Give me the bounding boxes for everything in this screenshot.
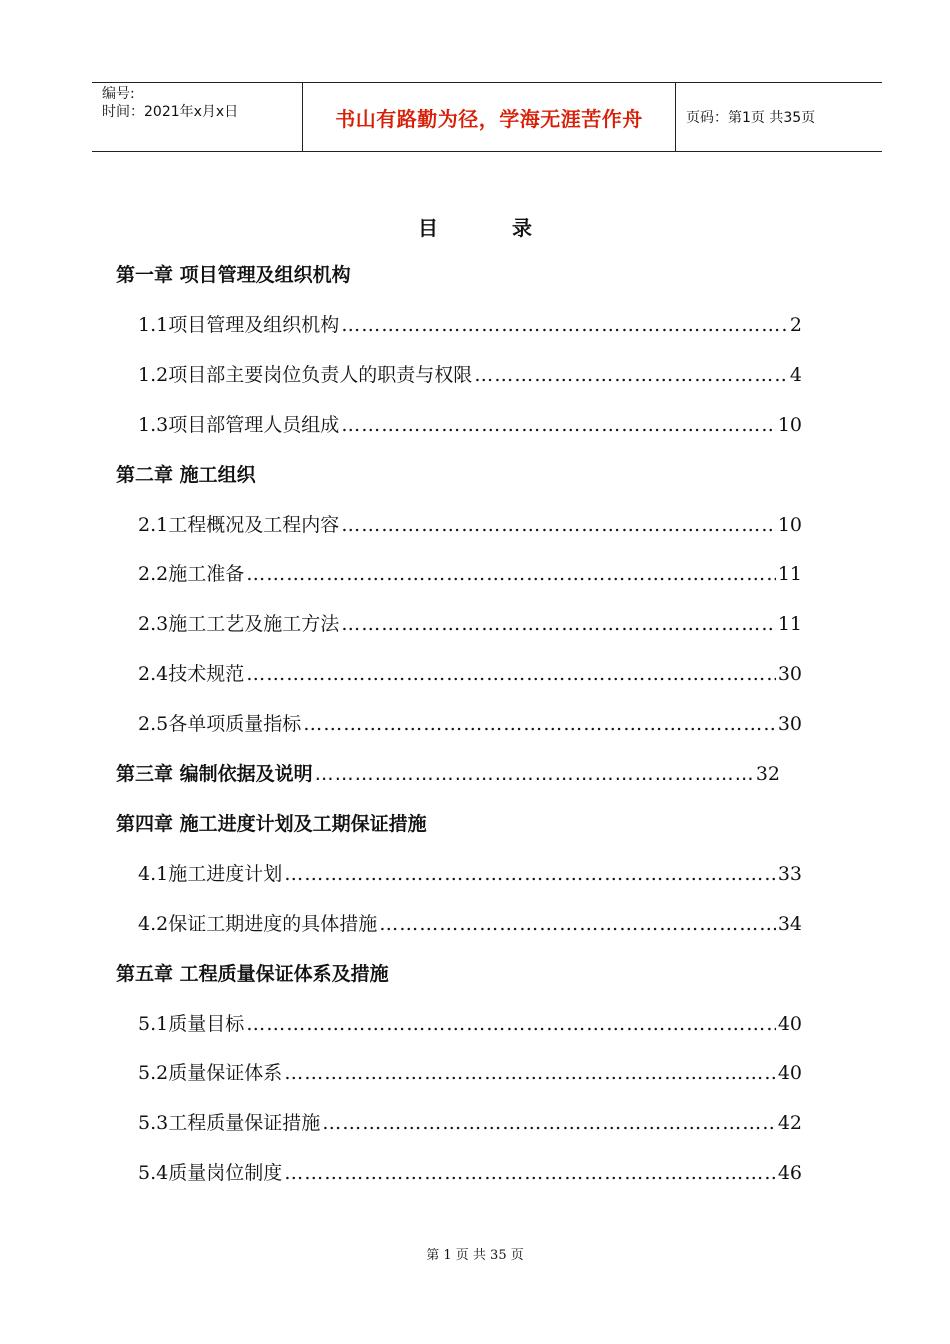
toc-entry-label: 5.4质量岗位制度 [138,1162,283,1185]
toc-entry-label: 1.3项目部管理人员组成 [138,413,340,436]
toc-entry-label: 第二章 施工组织 [116,463,256,486]
toc-entry-page: 34 [777,912,802,935]
header-page-info: 页码：第1页 共35页 [686,110,816,126]
toc-section-entry[interactable] [138,1058,802,1085]
toc-leader-dots [379,913,776,935]
toc-entry-page: 11 [777,613,802,636]
toc-leader-dots [341,414,776,436]
toc-leader-dots [246,563,776,585]
toc-entry-label: 5.1质量目标 [138,1012,245,1035]
toc-chapter-entry[interactable] [116,959,802,986]
toc-entry-label: 2.5各单项质量指标 [138,713,302,736]
toc-leader-dots [303,713,776,735]
toc-section-entry[interactable] [138,709,802,736]
toc-entry-label: 2.2施工准备 [138,563,245,586]
toc-entry-page: 10 [777,513,802,536]
page-footer: 第 1 页 共 35 页 [426,1248,524,1263]
toc-section-entry[interactable] [138,859,802,886]
toc-section-entry[interactable] [138,909,802,936]
toc-leader-dots [341,613,776,635]
toc-leader-dots [284,1062,776,1084]
toc-entry-page: 11 [777,563,802,586]
toc-chapter-entry[interactable] [116,460,802,487]
toc-entry-label: 1.2项目部主要岗位负责人的职责与权限 [138,363,473,386]
time-label: 时间：2021年x月x日 [102,104,239,120]
toc-section-entry[interactable] [138,360,802,387]
document-header [92,82,882,152]
toc-section-entry[interactable] [138,1108,802,1135]
header-meta [92,83,303,151]
toc-section-entry[interactable] [138,609,802,636]
code-label: 编号: [102,86,135,102]
toc-entry-label: 第三章 编制依据及说明 [116,763,313,785]
toc-entry-page: 30 [777,713,802,736]
toc-entry-page: 42 [777,1112,802,1135]
toc-entry-label: 4.1施工进度计划 [138,862,283,885]
toc-chapter-entry[interactable] [116,260,802,287]
toc-section-entry[interactable] [138,310,802,337]
toc-entry-label: 4.2保证工期进度的具体措施 [138,912,378,935]
toc-section-entry[interactable] [138,659,802,686]
toc-entry-label: 2.4技术规范 [138,663,245,686]
toc-entry-page: 2 [789,313,802,336]
toc-section-entry[interactable] [138,1009,802,1036]
toc-entry-page: 46 [777,1162,802,1185]
toc-chapter-entry[interactable] [116,759,780,786]
toc-section-entry[interactable] [138,559,802,586]
toc-entry-page: 30 [777,663,802,686]
toc-chapter-entry[interactable] [116,809,802,836]
toc-entry-page: 40 [777,1012,802,1035]
toc-entry-label: 5.3工程质量保证措施 [138,1112,321,1135]
toc-leader-dots [246,663,776,685]
toc-entry-page: 10 [777,413,802,436]
toc-leader-dots [246,1013,776,1035]
toc-leader-dots [341,314,788,336]
toc-entry-label: 1.1项目管理及组织机构 [138,313,340,336]
toc-section-entry[interactable] [138,1158,802,1185]
toc-section-entry[interactable] [138,510,802,537]
toc-title-left: 目 [418,216,438,240]
toc-leader-dots [284,863,776,885]
toc-leader-dots [341,514,776,536]
toc-section-entry[interactable] [138,410,802,437]
toc-entry-label: 2.1工程概况及工程内容 [138,513,340,536]
toc-leader-dots [474,364,788,386]
toc-title-right: 录 [512,216,532,240]
toc-entry-page: 32 [755,763,780,785]
toc-leader-dots [315,763,754,785]
header-motto: 书山有路勤为径，学海无涯苦作舟 [303,83,676,151]
toc-entry-label: 第一章 项目管理及组织机构 [116,264,351,286]
toc-entry-label: 第五章 工程质量保证体系及措施 [116,962,389,985]
toc-entry-page: 4 [789,363,802,386]
toc-entry-label: 第四章 施工进度计划及工期保证措施 [116,812,427,835]
toc-entry-page: 40 [777,1062,802,1085]
toc-leader-dots [284,1162,776,1184]
toc-entry-page: 33 [777,862,802,885]
toc-entry-label: 5.2质量保证体系 [138,1062,283,1085]
toc-leader-dots [322,1112,776,1134]
toc-entry-label: 2.3施工工艺及施工方法 [138,613,340,636]
toc-title [0,212,950,241]
